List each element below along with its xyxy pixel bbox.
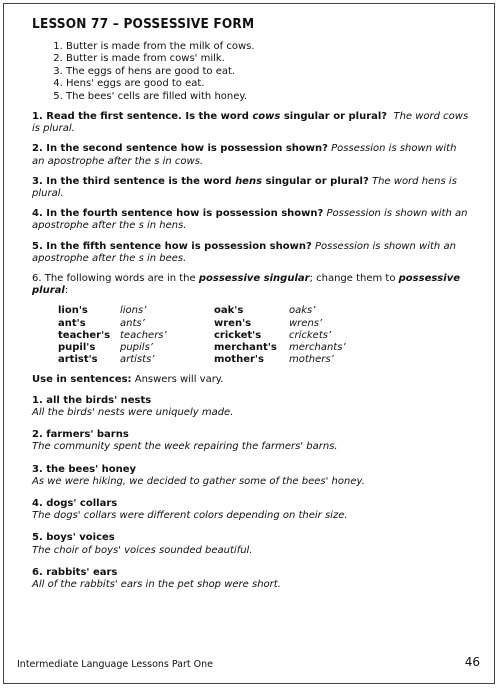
example-1 [32, 395, 472, 419]
example-heading: 2. farmers' barns [32, 429, 129, 441]
page-border [3, 3, 495, 684]
question-4 [32, 208, 472, 232]
book-title-footer: Intermediate Language Lessons Part One [17, 659, 214, 670]
question-1 [32, 111, 472, 135]
intro-sentence: 3. The eggs of hens are good to eat. [66, 66, 472, 78]
question-text: 5. In the fifth sentence how is possession shown? [32, 240, 312, 252]
example-2 [32, 429, 472, 453]
singular-word: ant's [58, 317, 86, 329]
question-text: 4. In the fourth sentence how is possession shown? [32, 208, 324, 220]
use-label: Use in sentences: [32, 374, 132, 386]
lesson-title: LESSON 77 – POSSESSIVE FORM [32, 16, 255, 32]
question-emphasis: hens [235, 175, 263, 187]
example-answer: All the birds' nests were uniquely made. [32, 406, 234, 418]
question-3 [32, 176, 472, 200]
word-row [58, 318, 346, 330]
example-3 [32, 464, 472, 488]
question-text: 3. In the third sentence is the word [32, 175, 236, 187]
example-heading: 4. dogs' collars [32, 497, 118, 509]
question-text: 1. Read the first sentence. Is the word [32, 111, 253, 123]
example-answer: The dogs' collars were different colors depending on their size. [32, 510, 348, 522]
intro-sentence: 1. Butter is made from the milk of cows. [66, 41, 472, 53]
plural-word: crickets’ [289, 329, 332, 341]
word-row [58, 305, 346, 317]
question-5 [32, 241, 472, 265]
answer-text: The word hens is plural. [32, 175, 457, 200]
intro-sentence: 5. The bees' cells are filled with honey. [66, 91, 472, 103]
page-content [32, 16, 472, 601]
question-text: singular or plural? [280, 111, 388, 123]
intro-sentence-list [32, 41, 472, 103]
answer-text: The word cows is plural. [32, 111, 469, 135]
answer-text: Possession is shown with an apostrophe after the s in bees. [32, 240, 456, 264]
question-6 [32, 273, 472, 297]
singular-word: lion's [58, 305, 88, 317]
intro-sentence: 2. Butter is made from cows' milk. [66, 53, 472, 65]
plural-word: artists’ [120, 354, 155, 366]
singular-word: wren's [214, 317, 252, 329]
question-emphasis: cows [252, 111, 281, 123]
singular-word: mother's [214, 354, 264, 366]
page-number: 46 [464, 655, 480, 669]
q6-emphasis: possessive singular [198, 273, 310, 285]
plural-word: lions’ [120, 305, 147, 317]
singular-word: merchant's [214, 342, 277, 354]
plural-word: oaks’ [289, 305, 316, 317]
example-answer: The community spent the week repairing the farmers' barns. [32, 441, 338, 453]
example-4 [32, 498, 472, 522]
singular-word: pupil's [58, 342, 96, 354]
question-2 [32, 143, 472, 167]
example-6 [32, 567, 472, 591]
singular-word: cricket's [214, 329, 262, 341]
q6-text: 6. The following words are in the [32, 273, 199, 285]
plural-word: merchants’ [289, 342, 346, 354]
plural-word: teachers’ [120, 329, 167, 341]
example-answer: The choir of boys' voices sounded beautiful. [32, 544, 253, 556]
answer-text: Possession is shown with an apostrophe after the s in hens. [32, 208, 468, 232]
use-note: Answers will vary. [131, 374, 224, 386]
plural-word: pupils’ [120, 342, 153, 354]
question-text: 2. In the second sentence how is possession shown? [32, 143, 328, 155]
example-heading: 1. all the birds' nests [32, 394, 152, 406]
word-row [58, 330, 346, 342]
singular-word: artist's [58, 354, 98, 366]
example-heading: 6. rabbits' ears [32, 566, 118, 578]
plural-word: wrens’ [289, 317, 323, 329]
possessive-word-table [58, 305, 346, 366]
example-heading: 5. boys' voices [32, 532, 115, 544]
example-heading: 3. the bees' honey [32, 463, 137, 475]
word-row [58, 342, 346, 354]
plural-word: mothers’ [289, 354, 334, 366]
answer-text: Possession is shown with an apostrophe after the s in cows. [32, 143, 457, 167]
plural-word: ants’ [120, 317, 145, 329]
singular-word: oak's [214, 305, 244, 317]
q6-emphasis: possessive plural [32, 273, 460, 297]
intro-sentence: 4. Hens' eggs are good to eat. [66, 78, 472, 90]
example-answer: As we were hiking, we decided to gather some of the bees' honey. [32, 475, 365, 487]
q6-text: : [64, 285, 69, 297]
example-answer: All of the rabbits' ears in the pet shop were short. [32, 578, 281, 590]
use-in-sentences [32, 374, 472, 386]
q6-text: ; change them to [309, 273, 399, 285]
question-text: singular or plural? [262, 175, 369, 187]
word-row [58, 354, 346, 366]
example-5 [32, 532, 472, 556]
singular-word: teacher's [58, 329, 111, 341]
